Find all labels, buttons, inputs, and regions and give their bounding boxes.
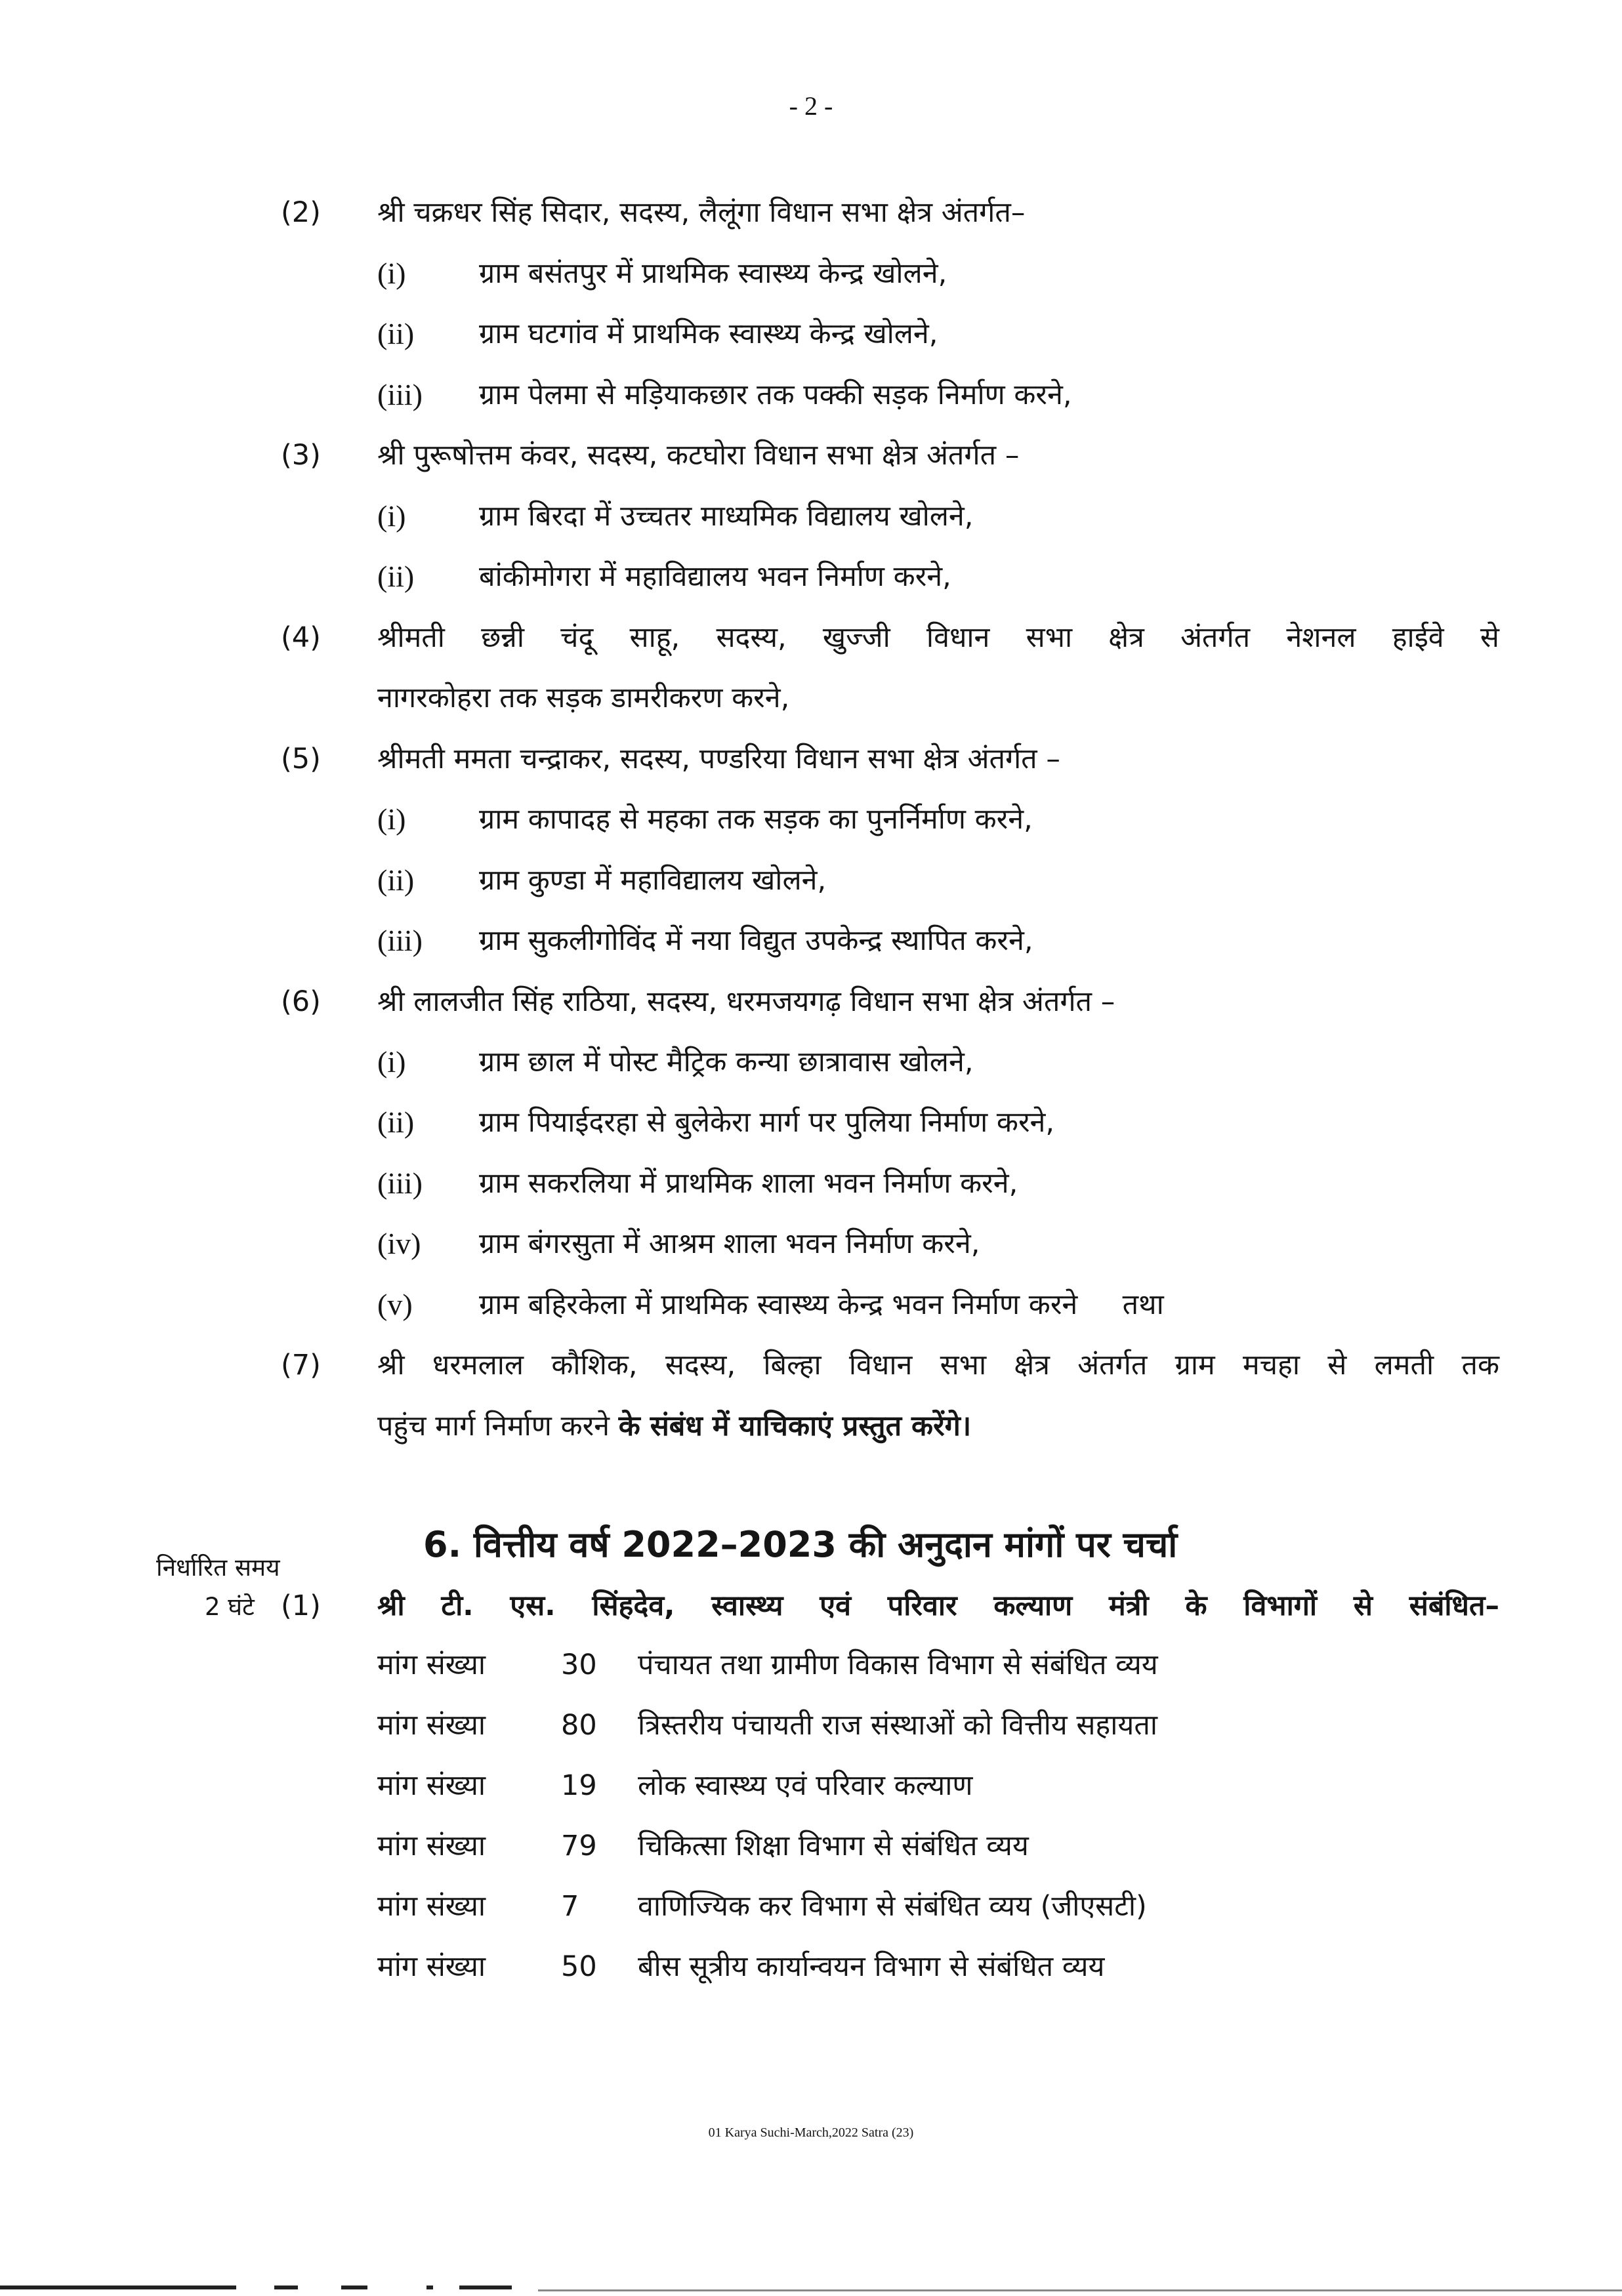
sub-item-text: ग्राम बसंतपुर में प्राथमिक स्वास्थ्य केन्द्र खोलने, xyxy=(479,257,947,290)
roman-numeral: (i) xyxy=(377,1045,406,1078)
petition-4 xyxy=(0,607,1622,668)
sub-item xyxy=(0,850,1622,911)
petition-text-line-2: नागरकोहरा तक सड़क डामरीकरण करने, xyxy=(377,682,790,714)
petition-2 xyxy=(0,182,1622,243)
demand-description: वाणिज्यिक कर विभाग से संबंधित व्यय (जीएसटी) xyxy=(638,1890,1147,1923)
demand-row xyxy=(0,1635,1622,1695)
item-number: (3) xyxy=(281,439,321,472)
scheduled-time-value: 2 घंटे xyxy=(205,1593,255,1621)
demand-row xyxy=(0,1876,1622,1937)
roman-numeral: (i) xyxy=(377,499,406,533)
item-number: (6) xyxy=(281,985,321,1018)
demand-description: बीस सूत्रीय कार्यान्वयन विभाग से संबंधित व्यय xyxy=(638,1950,1105,1983)
petition-7 xyxy=(0,1335,1622,1395)
roman-numeral: (ii) xyxy=(377,863,415,897)
sub-item xyxy=(0,911,1622,971)
member-line: श्री लालजीत सिंह राठिया, सदस्य, धरमजयगढ़ विधान सभा क्षेत्र अंतर्गत – xyxy=(377,985,1115,1018)
demand-row xyxy=(0,1816,1622,1876)
demand-label: मांग संख्या xyxy=(377,1769,486,1802)
sub-item xyxy=(0,789,1622,850)
sub-item-text: ग्राम छाल में पोस्ट मैट्रिक कन्या छात्रावास खोलने, xyxy=(479,1046,974,1078)
page-number: - 2 - xyxy=(789,91,833,121)
sub-item xyxy=(0,1214,1622,1274)
item-number: (2) xyxy=(281,196,321,229)
roman-numeral: (iii) xyxy=(377,1166,423,1200)
demand-number: 79 xyxy=(561,1830,597,1862)
demand-number: 50 xyxy=(561,1950,597,1983)
petition-5 xyxy=(0,729,1622,789)
sub-item xyxy=(0,243,1622,304)
roman-numeral: (i) xyxy=(377,802,406,836)
roman-numeral: (ii) xyxy=(377,1105,415,1139)
sub-item-text: ग्राम बंगरसुता में आश्रम शाला भवन निर्माण करने, xyxy=(479,1227,980,1260)
sub-item-text: ग्राम सकरलिया में प्राथमिक शाला भवन निर्माण करने, xyxy=(479,1167,1018,1200)
member-line: श्री चक्रधर सिंह सिदार, सदस्य, लैलूंगा विधान सभा क्षेत्र अंतर्गत– xyxy=(377,196,1026,229)
petition-text-line-2 xyxy=(377,1396,971,1456)
sub-item-text: ग्राम कापादह से महका तक सड़क का पुनर्निर्माण करने, xyxy=(479,803,1033,836)
member-line: श्री पुरूषोत्तम कंवर, सदस्य, कटघोरा विधान सभा क्षेत्र अंतर्गत – xyxy=(377,439,1020,472)
roman-numeral: (ii) xyxy=(377,560,415,593)
sub-item xyxy=(0,486,1622,546)
scan-edge-mark xyxy=(0,2286,236,2289)
roman-numeral: (iii) xyxy=(377,378,423,411)
roman-numeral: (ii) xyxy=(377,317,415,350)
petition-7-cont xyxy=(0,1396,1622,1456)
scheduled-time-label: निर्धारित समय xyxy=(156,1553,280,1582)
demand-description: पंचायत तथा ग्रामीण विकास विभाग से संबंधित व्यय xyxy=(638,1649,1158,1681)
demand-label: मांग संख्या xyxy=(377,1649,486,1681)
demand-number: 80 xyxy=(561,1709,597,1742)
demand-number: 19 xyxy=(561,1769,597,1802)
petition-6 xyxy=(0,972,1622,1032)
minister-line: श्री टी. एस. सिंहदेव, स्वास्थ्य एवं परिवार कल्याण मंत्री के विभागों से संबंधित– xyxy=(377,1589,1499,1622)
sub-item xyxy=(0,546,1622,607)
sub-item xyxy=(0,304,1622,364)
scan-edge-mark xyxy=(459,2286,512,2289)
demand-number: 30 xyxy=(561,1649,597,1681)
demand-label: मांग संख्या xyxy=(377,1950,486,1983)
demand-description: त्रिस्तरीय पंचायती राज संस्थाओं को वित्तीय सहायता xyxy=(638,1709,1157,1742)
sub-item-text: ग्राम कुण्डा में महाविद्यालय खोलने, xyxy=(479,864,827,897)
demand-description: चिकित्सा शिक्षा विभाग से संबंधित व्यय xyxy=(638,1830,1029,1862)
petition-text-line-1: श्रीमती छन्नी चंदू साहू, सदस्य, खुज्जी विधान सभा क्षेत्र अंतर्गत नेशनल हाईवे से xyxy=(377,621,1499,654)
petition-text-bold: के संबंध में याचिकाएं प्रस्तुत करेंगे। xyxy=(618,1410,972,1443)
roman-numeral: (iv) xyxy=(377,1227,421,1260)
sub-item-text: ग्राम पियाईदरहा से बुलेकेरा मार्ग पर पुलिया निर्माण करने, xyxy=(479,1106,1055,1139)
sub-item-text: ग्राम बिरदा में उच्चतर माध्यमिक विद्यालय खोलने, xyxy=(479,500,974,533)
sub-item xyxy=(0,1032,1622,1092)
item-number: (7) xyxy=(281,1349,321,1382)
item-number: (5) xyxy=(281,743,321,775)
sub-item-text: ग्राम सुकलीगोविंद में नया विद्युत उपकेन्द्र स्थापित करने, xyxy=(479,924,1033,957)
sub-item xyxy=(0,1092,1622,1153)
demand-label: मांग संख्या xyxy=(377,1709,486,1742)
item-number: (4) xyxy=(281,621,321,654)
sub-item xyxy=(0,1153,1622,1214)
demand-row xyxy=(0,1755,1622,1816)
petition-4-cont xyxy=(0,668,1622,728)
scan-edge-mark xyxy=(274,2286,298,2289)
roman-numeral: (i) xyxy=(377,256,406,290)
scan-edge-mark xyxy=(538,2289,1622,2291)
roman-numeral: (iii) xyxy=(377,924,423,957)
demand-row xyxy=(0,1695,1622,1755)
scan-edge-mark xyxy=(341,2286,367,2289)
minister-row xyxy=(0,1576,1622,1636)
petition-text-plain: पहुंच मार्ग निर्माण करने xyxy=(377,1410,619,1443)
petition-text-line-1: श्री धरमलाल कौशिक, सदस्य, बिल्हा विधान सभा क्षेत्र अंतर्गत ग्राम मचहा से लमती तक xyxy=(377,1349,1499,1382)
roman-numeral: (v) xyxy=(377,1288,413,1321)
demand-row xyxy=(0,1937,1622,1997)
sub-item xyxy=(0,365,1622,425)
sub-number: (1) xyxy=(281,1589,321,1622)
demand-label: मांग संख्या xyxy=(377,1890,486,1923)
sub-item-text: ग्राम बहिरकेला में प्राथमिक स्वास्थ्य केन्द्र भवन निर्माण करने तथा xyxy=(479,1288,1164,1321)
member-line: श्रीमती ममता चन्द्राकर, सदस्य, पण्डरिया विधान सभा क्षेत्र अंतर्गत – xyxy=(377,743,1060,775)
scan-edge-mark xyxy=(426,2286,433,2289)
footer-reference: 01 Karya Suchi-March,2022 Satra (23) xyxy=(708,2125,914,2140)
sub-item-text: ग्राम पेलमा से मड़ियाकछार तक पक्की सड़क निर्माण करने, xyxy=(479,379,1072,411)
sub-item-text: ग्राम घटगांव में प्राथमिक स्वास्थ्य केन्द्र खोलने, xyxy=(479,318,938,350)
demand-description: लोक स्वास्थ्य एवं परिवार कल्याण xyxy=(638,1769,973,1802)
petition-3 xyxy=(0,425,1622,485)
sub-item xyxy=(0,1275,1622,1335)
section-heading: 6. वित्तीय वर्ष 2022–2023 की अनुदान मांगों पर चर्चा xyxy=(423,1524,1178,1565)
sub-item-text: बांकीमोगरा में महाविद्यालय भवन निर्माण करने, xyxy=(479,560,951,593)
demand-number: 7 xyxy=(561,1890,579,1923)
demand-label: मांग संख्या xyxy=(377,1830,486,1862)
